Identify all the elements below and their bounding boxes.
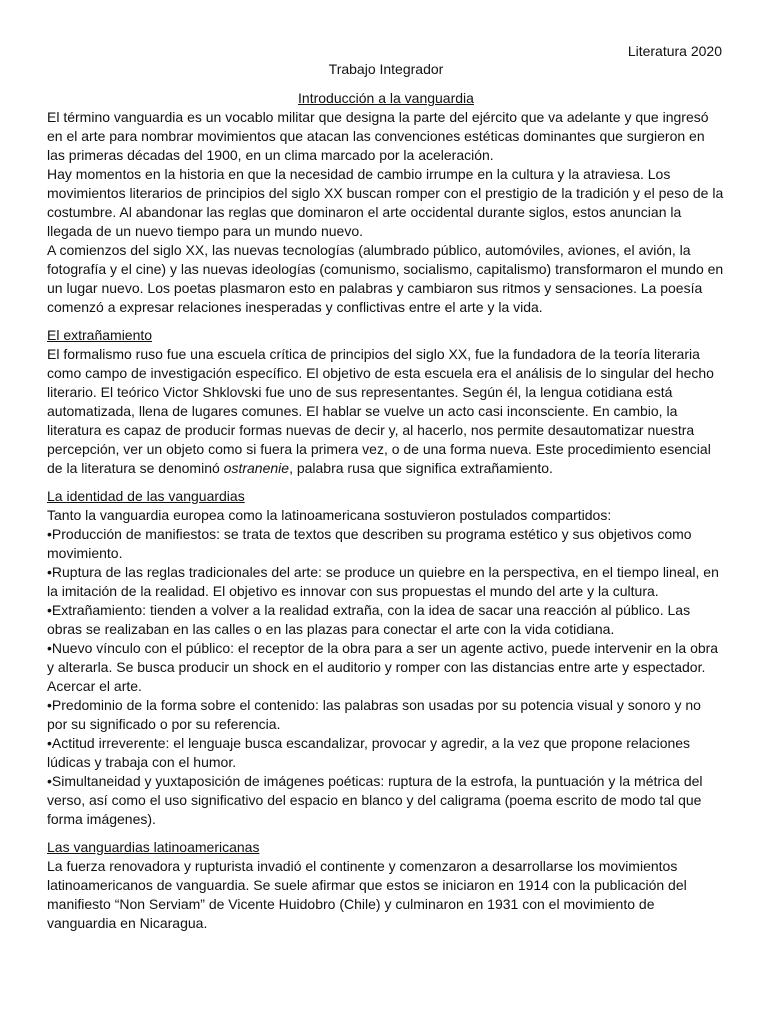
intro-paragraph-3: A comienzos del siglo XX, las nuevas tecnologías (alumbrado público, automóviles, aviones, el avión, la fotografía y el cine) y las nuevas ideologías (comunismo, socialismo, capitalismo) transformaron el mundo en un lugar nuevo. Los poetas plasmaron esto en palabras y cambiaron sus ritmos y sensaciones. La poesía comenzó a expresar relaciones inesperadas y conflictivas entre el arte y la vida. bbox=[47, 242, 724, 315]
list-item: •Nuevo vínculo con el público: el receptor de la obra para a ser un agente activo, puede intervenir en la obra y alterarla. Se busca producir un shock en el auditorio y romper con las distancias entre arte y espectador. Acercar el arte. bbox=[47, 640, 719, 694]
extranamiento-text-end: , palabra rusa que significa extrañamiento. bbox=[289, 460, 553, 476]
document-title: Trabajo Integrador bbox=[328, 61, 444, 77]
extranamiento-paragraph bbox=[47, 345, 725, 478]
intro-paragraph-1: El término vanguardia es un vocablo militar que designa la parte del ejército que va adelante y que ingresó en el arte para nombrar movimientos que atacan las convenciones estéticas dominantes que surgieron en las primeras décadas del 1900, en un clima marcado por la aceleración. bbox=[47, 109, 709, 163]
identidad-intro: Tanto la vanguardia europea como la latinoamericana sostuvieron postulados compartidos: bbox=[47, 507, 612, 523]
extranamiento-text: El formalismo ruso fue una escuela crítica de principios del siglo XX, fue la fundadora de la teoría literaria como campo de investigación específico. El objetivo de esta escuela era el análisis de lo singular del hecho literario. El teórico Victor Shklovski fue uno de sus representantes. Según él, la lengua cotidiana está automatizada, llena de lugares comunes. El hablar se vuelve un acto casi inconsciente. En cambio, la literatura es capaz de producir formas nuevas de decir y, al hacerlo, nos permite desautomatizar nuestra percepción, ver un objeto como si fuera la primera vez, o de una forma nueva. Este procedimiento esencial de la literatura se denominó bbox=[47, 346, 714, 476]
intro-paragraph-2: Hay momentos en la historia en que la necesidad de cambio irrumpe en la cultura y la atraviesa. Los movimientos literarios de principios del siglo XX buscan romper con el prestigio de la tradición y el peso de la costumbre. Al abandonar las reglas que dominaron el arte occidental durante siglos, estos anuncian la llegada de un nuevo tiempo para un mundo nuevo. bbox=[47, 166, 724, 239]
list-item: •Extrañamiento: tienden a volver a la realidad extraña, con la idea de sacar una reacción al público. Las obras se realizaban en las calles o en las plazas para conectar el arte con la vida cotidiana. bbox=[47, 602, 691, 637]
latino-paragraph: La fuerza renovadora y rupturista invadió el continente y comenzaron a desarrollarse los movimientos latinoamericanos de vanguardia. Se suele afirmar que estos se iniciaron en 1914 con la publicación del manifiesto “Non Serviam” de Vicente Huidobro (Chile) y culminaron en 1931 con el movimiento de vanguardia en Nicaragua. bbox=[47, 858, 687, 931]
course-label: Literatura 2020 bbox=[627, 43, 722, 59]
list-item: •Ruptura de las reglas tradicionales del arte: se produce un quiebre en la perspectiva, en el tiempo lineal, en la imitación de la realidad. El objetivo es innovar con sus propuestas el mundo del arte y la cultura. bbox=[47, 564, 719, 599]
ostranenie-term: ostranenie bbox=[223, 460, 290, 476]
list-item: •Actitud irreverente: el lenguaje busca escandalizar, provocar y agredir, a la vez que propone relaciones lúdicas y trabaja con el humor. bbox=[47, 735, 691, 770]
list-item: •Simultaneidad y yuxtaposición de imágenes poéticas: ruptura de la estrofa, la puntuación y la métrica del verso, así como el uso significativo del espacio en blanco y del caligrama (poema escrito de modo tal que forma imágenes). bbox=[47, 773, 703, 827]
list-item: •Producción de manifiestos: se trata de textos que describen su programa estético y sus objetivos como movimiento. bbox=[47, 526, 692, 561]
identidad-heading: La identidad de las vanguardias bbox=[47, 488, 245, 504]
latino-heading: Las vanguardias latinoamericanas bbox=[47, 839, 260, 855]
extranamiento-heading: El extrañamiento bbox=[47, 327, 153, 343]
intro-heading: Introducción a la vanguardia bbox=[298, 90, 474, 106]
document-body bbox=[47, 40, 725, 933]
list-item: •Predominio de la forma sobre el contenido: las palabras son usadas por su potencia visual y sonoro y no por su significado o por su referencia. bbox=[47, 697, 701, 732]
